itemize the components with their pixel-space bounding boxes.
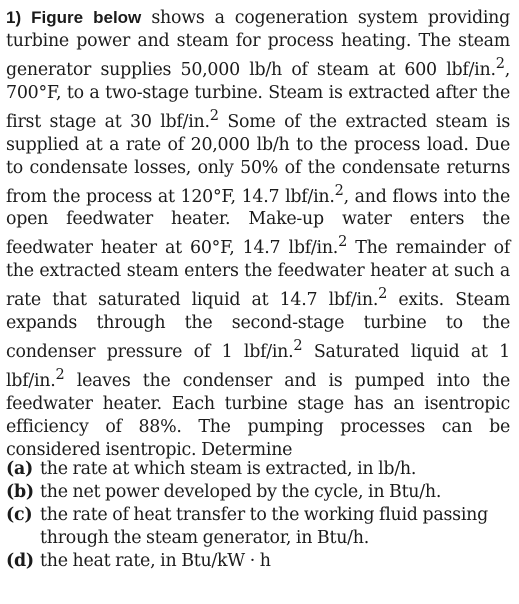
part-c xyxy=(6,504,510,550)
part-letter: (c) xyxy=(6,505,33,525)
part-b xyxy=(6,481,510,504)
statement-text: leaves the condenser and is pumped into the feedwater heater. Each turbine stage has an isentropic efficiency of 88%. The pumping processes can be considered isentropic. Determine xyxy=(6,370,510,460)
problem-lead: 1) Figure below xyxy=(6,8,142,27)
superscript: 2 xyxy=(209,107,219,124)
part-text: the heat rate, in Btu/kW · h xyxy=(40,551,271,571)
part-a xyxy=(6,458,510,481)
part-text: the rate at which steam is extracted, in lb/h. xyxy=(40,459,417,479)
statement-text: Some of the extracted steam is supplied at a rate of 20,000 lb/h to the process load. Due to condensate losses, only 50% of the condensate returns from the process at 120°F, 14.7 lbf/in. xyxy=(6,111,510,207)
statement-text: , and flows into the open feedwater heater. Make-up water enters the feedwater heater at 60°F, 14.7 lbf/in. xyxy=(6,186,510,259)
part-text: the net power developed by the cycle, in Btu/h. xyxy=(40,482,442,502)
part-letter: (d) xyxy=(6,551,34,571)
part-letter: (b) xyxy=(6,482,34,502)
superscript: 2 xyxy=(338,234,348,251)
superscript: 2 xyxy=(293,337,303,354)
statement-text: Saturated liquid at 1 lbf/in. xyxy=(6,341,510,391)
statement-text: shows a cogeneration system providing turbine power and steam for process heating. The steam generator supplies 50,000 lb/h of steam at 600 lbf/in. xyxy=(6,8,510,80)
statement-text: The remainder of the extracted steam enters the feedwater heater at such a rate that saturated liquid at 14.7 lbf/in. xyxy=(6,238,511,310)
superscript: 2 xyxy=(55,366,65,383)
part-letter: (a) xyxy=(6,459,33,479)
superscript: 2 xyxy=(334,182,344,199)
problem-page xyxy=(6,6,511,571)
superscript: 2 xyxy=(495,56,505,72)
part-text: the rate of heat transfer to the working fluid passing through the steam generator, in Btu/h. xyxy=(40,505,488,548)
part-d xyxy=(6,550,510,573)
problem-statement xyxy=(6,6,510,462)
question-parts xyxy=(6,458,510,573)
superscript: 2 xyxy=(378,286,388,303)
statement-text: exits. Steam expands through the second-stage turbine to the condenser pressure of 1 lbf/in. xyxy=(6,289,511,362)
statement-text: , 700°F, to a two-stage turbine. Steam is extracted after the first stage at 30 lbf/in. xyxy=(6,59,510,132)
